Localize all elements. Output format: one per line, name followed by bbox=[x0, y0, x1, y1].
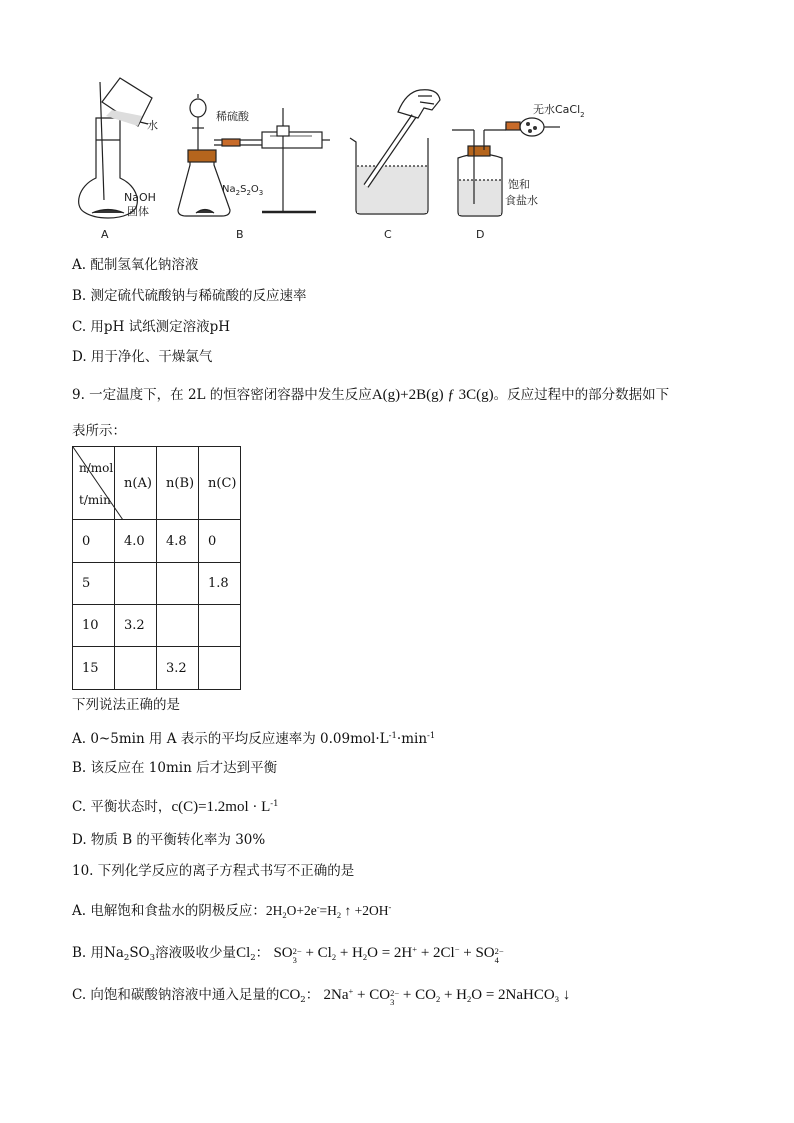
table-cell bbox=[199, 605, 241, 647]
q9-data-table bbox=[72, 446, 241, 690]
q8-option-a: A. 配制氢氧化钠溶液 bbox=[72, 257, 199, 273]
q10-a-equation: $2H_2O+2e^-=H_2$ ↑ +2OH- bbox=[265, 902, 392, 920]
q8-option-d: D. 用于净化、干燥氯气 bbox=[72, 349, 213, 365]
table-cell bbox=[115, 647, 157, 690]
table-cell: 3.2 bbox=[157, 647, 199, 690]
corner-top-label: n/mol bbox=[79, 461, 114, 475]
q9-equation: A(g)+2B(g) ƒ 3C(g) bbox=[371, 387, 494, 403]
label-solid: 固体 bbox=[127, 205, 149, 218]
table-cell bbox=[157, 605, 199, 647]
q9-option-a: A. 0~5min 用 A 表示的平均反应速率为 $0.09mol\cdot L^{-1}\cdot\min^{-1}$ bbox=[72, 731, 436, 747]
table-header-row bbox=[73, 447, 241, 520]
q10-option-a: A. 电解饱和食盐水的阴极反应：$2H_2O+2e^-=H_2$ ↑ +2OH- bbox=[72, 902, 392, 920]
table-row bbox=[73, 605, 241, 647]
table-cell: 4.0 bbox=[115, 520, 157, 563]
figure-b bbox=[178, 94, 330, 216]
table-cell: 15 bbox=[73, 647, 115, 690]
label-brine: 食盐水 bbox=[505, 194, 538, 207]
q9-prompt: 下列说法正确的是 bbox=[72, 697, 180, 713]
q10-option-b: B. 用$Na_2SO_3$溶液吸收少量$Cl_2$： SO 2− 3 + $Cl_2 + H_2O = 2H^+ + 2Cl^-$ + SO 2− 4 bbox=[72, 944, 504, 965]
na2s2o3-solid bbox=[196, 210, 214, 214]
corner-bottom-label: t/min bbox=[79, 493, 111, 507]
label-cacl2: 无水CaCl$_2$ bbox=[533, 103, 585, 119]
q10-stem: 10. 下列化学反应的离子方程式书写不正确的是 bbox=[72, 863, 355, 879]
q9-stem-line2: 表所示： bbox=[72, 423, 126, 439]
table-cell bbox=[199, 647, 241, 690]
figure-c-label: C bbox=[384, 228, 392, 241]
table-cell: 0 bbox=[73, 520, 115, 563]
table-row bbox=[73, 563, 241, 605]
q10-c-equation: 2Na+ + CO 2− 3 + $CO_2 + H_2O$ = 2NaHCO$_3$ ↓ bbox=[323, 986, 571, 1007]
figure-b-label: B bbox=[236, 228, 244, 241]
table-cell: 1.8 bbox=[199, 563, 241, 605]
label-naoh: NaOH bbox=[124, 191, 156, 204]
naoh-solid bbox=[92, 210, 124, 214]
table-corner-cell bbox=[73, 447, 115, 520]
table-cell: 3.2 bbox=[115, 605, 157, 647]
table-cell: 0 bbox=[199, 520, 241, 563]
q9-option-d: D. 物质 B 的平衡转化率为 30% bbox=[72, 832, 266, 848]
label-water: 水 bbox=[147, 119, 158, 132]
table-header: n(A) bbox=[115, 447, 157, 520]
table-header: n(C) bbox=[199, 447, 241, 520]
syringe bbox=[262, 132, 322, 148]
table-cell: 5 bbox=[73, 563, 115, 605]
table-header: n(B) bbox=[157, 447, 199, 520]
drying-tube bbox=[520, 118, 544, 136]
corner-diagonal bbox=[73, 447, 123, 520]
figure-a-label: A bbox=[101, 228, 109, 241]
q10-option-c: C. 向饱和碳酸钠溶液中通入足量的$CO_2$： 2Na+ + CO 2− 3 + $CO_2 + H_2O$ = 2NaHCO$_3$ ↓ bbox=[72, 986, 571, 1007]
table-cell bbox=[157, 563, 199, 605]
label-saturated: 饱和 bbox=[508, 178, 530, 191]
q9-option-b: B. 该反应在 10min 后才达到平衡 bbox=[72, 760, 278, 776]
table-cell: 4.8 bbox=[157, 520, 199, 563]
label-dilute-acid: 稀硫酸 bbox=[216, 110, 249, 123]
q10-b-equation: SO 2− 3 + $Cl_2 + H_2O = 2H^+ + 2Cl^-$ + SO 2− 4 bbox=[273, 944, 504, 965]
q8-option-c: C. 用pH 试纸测定溶液pH bbox=[72, 319, 231, 335]
q8-option-b: B. 测定硫代硫酸钠与稀硫酸的反应速率 bbox=[72, 288, 307, 304]
table-row bbox=[73, 647, 241, 690]
apparatus-figures bbox=[0, 0, 794, 250]
label-reagent: $Na_2S_2O_3$ bbox=[222, 184, 264, 197]
q9-stem: 9. 一定温度下，在 2L 的恒容密闭容器中发生反应A(g)+2B(g) ƒ 3C(g)。反应过程中的部分数据如下 bbox=[72, 387, 670, 403]
table-cell bbox=[115, 563, 157, 605]
q9-option-c: C. 平衡状态时，$c(C)=1.2mol \cdot L^{-1}$ bbox=[72, 799, 279, 815]
figure-d-label: D bbox=[476, 228, 485, 241]
table-row bbox=[73, 520, 241, 563]
figure-c bbox=[350, 90, 440, 214]
separating-funnel bbox=[190, 99, 206, 117]
table-cell: 10 bbox=[73, 605, 115, 647]
